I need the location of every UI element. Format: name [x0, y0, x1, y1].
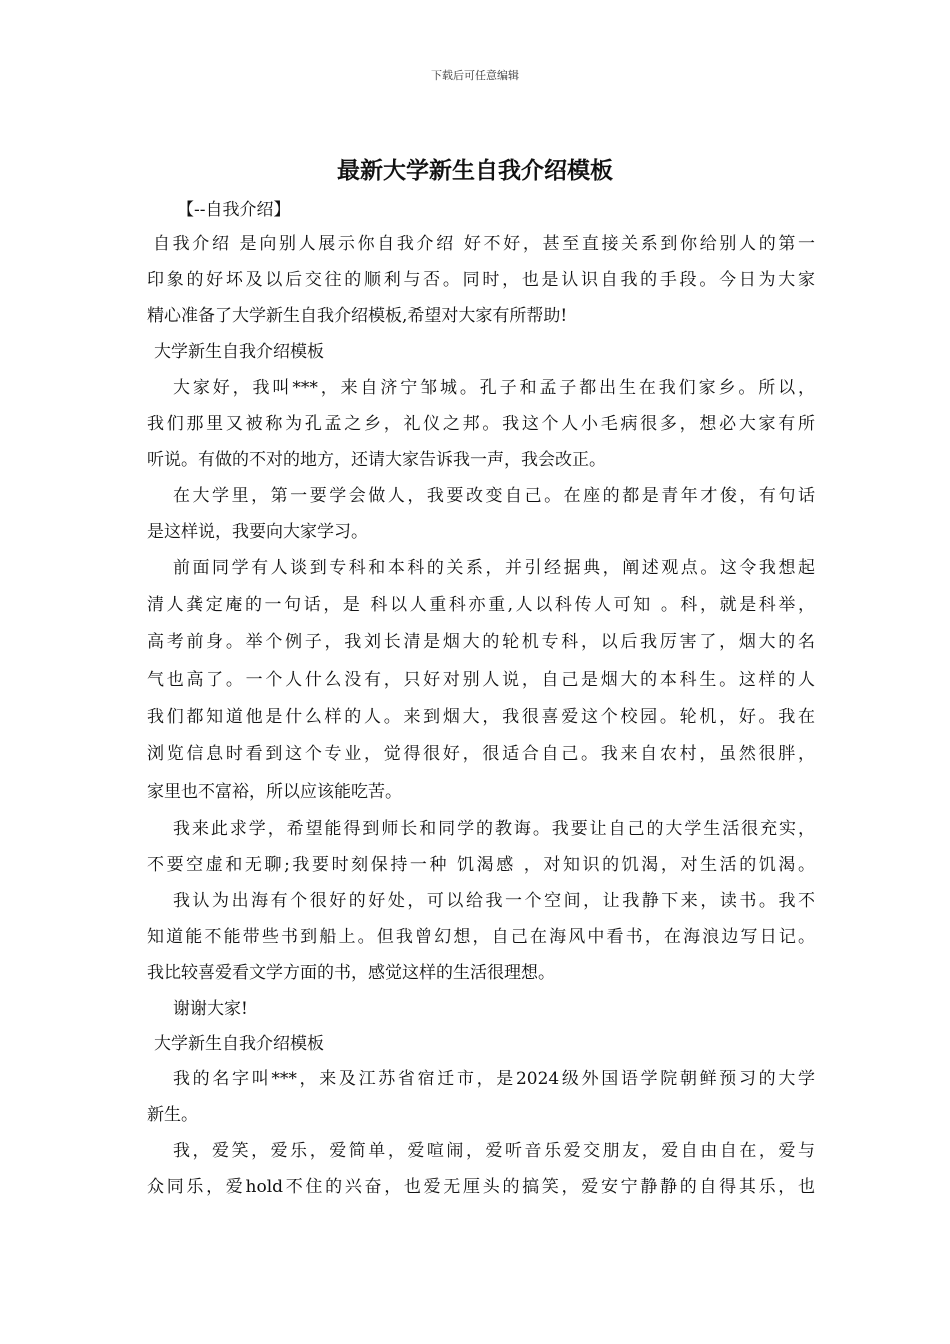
paragraph-line: 听说。有做的不对的地方，还请大家告诉我一声，我会改正。 [147, 450, 606, 470]
intro-line-2: 印象的好坏及以后交往的顺利与否。同时，也是认识自我的手段。今日为大家 [147, 270, 815, 290]
paragraph-line: 我们都知道他是什么样的人。来到烟大，我很喜爱这个校园。轮机，好。我在 [147, 707, 815, 727]
paragraph-line: 在大学里，第一要学会做人，我要改变自己。在座的都是青年才俊，有句话 [173, 486, 815, 506]
section-tag: 【--自我介绍】 [177, 200, 291, 220]
paragraph-line: 我认为出海有个很好的好处，可以给我一个空间，让我静下来，读书。我不 [173, 891, 815, 911]
paragraph-line: 我，爱笑，爱乐，爱简单，爱喧闹，爱听音乐爱交朋友，爱自由自在，爱与 [173, 1141, 815, 1161]
paragraph-line: 不要空虚和无聊;我要时刻保持一种 饥渴感 ，对知识的饥渴，对生活的饥渴。 [147, 855, 815, 875]
paragraph-line: 我们那里又被称为孔孟之乡，礼仪之邦。我这个人小毛病很多，想必大家有所 [147, 414, 815, 434]
paragraph-line: 谢谢大家! [173, 999, 248, 1019]
paragraph-line: 我来此求学，希望能得到师长和同学的教诲。我要让自己的大学生活很充实， [173, 819, 815, 839]
paragraph-line: 前面同学有人谈到专科和本科的关系，并引经据典，阐述观点。这令我想起 [173, 558, 815, 578]
paragraph-line: 气也高了。一个人什么没有，只好对别人说，自己是烟大的本科生。这样的人 [147, 670, 815, 690]
paragraph-line: 家里也不富裕，所以应该能吃苦。 [147, 782, 402, 802]
paragraph-line: 我的名字叫***，来及江苏省宿迁市，是2024级外国语学院朝鲜预习的大学 [173, 1069, 815, 1089]
paragraph-line: 清人龚定庵的一句话，是 科以人重科亦重,人以科传人可知 。科，就是科举， [147, 595, 815, 615]
paragraph-line: 浏览信息时看到这个专业，觉得很好，很适合自己。我来自农村，虽然很胖， [147, 744, 815, 764]
paragraph-line: 大家好，我叫***，来自济宁邹城。孔子和孟子都出生在我们家乡。所以， [173, 378, 815, 398]
paragraph-line: 知道能不能带些书到船上。但我曾幻想，自己在海风中看书，在海浪边写日记。 [147, 927, 815, 947]
paragraph-line: 我比较喜爱看文学方面的书，感觉这样的生活很理想。 [147, 963, 555, 983]
header-note: 下载后可任意编辑 [431, 69, 519, 82]
intro-line-3: 精心准备了大学新生自我介绍模板,希望对大家有所帮助! [147, 306, 568, 326]
section-heading-1: 大学新生自我介绍模板 [154, 342, 324, 362]
intro-line-1: 自我介绍 是向别人展示你自我介绍 好不好，甚至直接关系到你给别人的第一 [153, 234, 815, 254]
section-heading-2: 大学新生自我介绍模板 [154, 1034, 324, 1054]
paragraph-line: 众同乐，爱hold不住的兴奋，也爱无厘头的搞笑，爱安宁静静的自得其乐，也 [147, 1177, 815, 1197]
paragraph-line: 新生。 [147, 1105, 198, 1125]
paragraph-line: 是这样说，我要向大家学习。 [147, 522, 368, 542]
paragraph-line: 高考前身。举个例子，我刘长清是烟大的轮机专科，以后我厉害了，烟大的名 [147, 632, 815, 652]
page-title: 最新大学新生自我介绍模板 [337, 157, 613, 184]
